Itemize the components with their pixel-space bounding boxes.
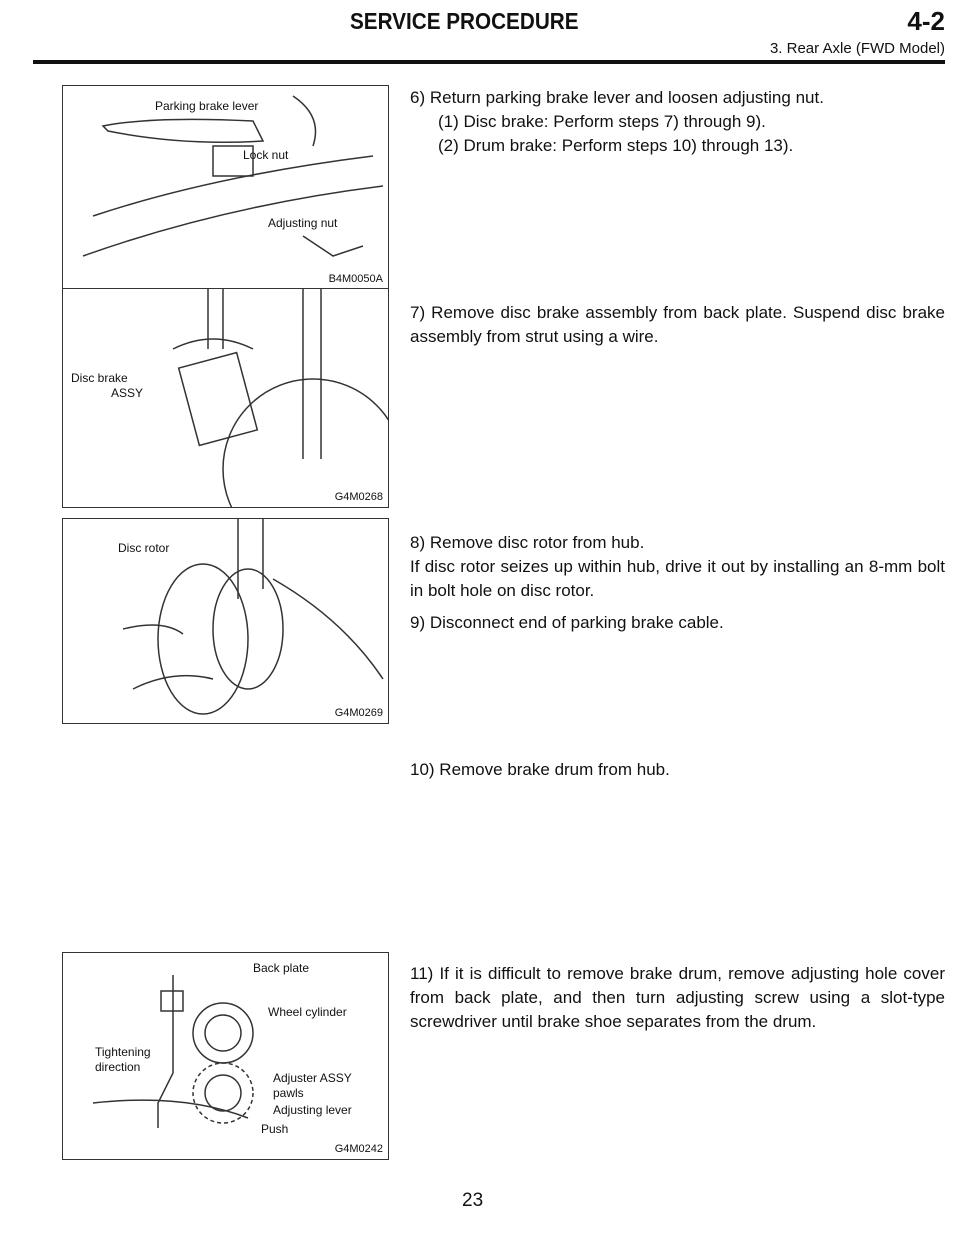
page-number: 23 (462, 1190, 484, 1211)
label-adjusting-lever: Adjusting lever (273, 1103, 352, 1117)
header-rule (33, 60, 945, 64)
step-6-2: (2) Drum brake: Perform steps 10) through 13). (438, 136, 794, 155)
step-6-text: 6) Return parking brake lever and loosen adjusting nut. (410, 88, 824, 107)
step-8-note: If disc rotor seizes up within hub, drive it out by installing an 8-mm bolt in bolt hole on disc rotor. (410, 557, 945, 600)
step-7 (410, 301, 945, 349)
figure-disc-rotor (62, 518, 389, 724)
label-adjuster-assy: Adjuster ASSY (273, 1071, 352, 1085)
step-6-1: (1) Disc brake: Perform steps 7) through 9). (438, 112, 766, 131)
step-11 (410, 962, 945, 1034)
step-11-text: 11) If it is difficult to remove brake drum, remove adjusting hole cover from back plate, and then turn adjusting screw using a slot-type screwdriver until brake shoe separates from the drum. (410, 964, 945, 1031)
label-disc-brake: Disc brake (71, 371, 128, 385)
step-8-text: 8) Remove disc rotor from hub. (410, 533, 645, 552)
label-wheel-cylinder: Wheel cylinder (268, 1005, 347, 1019)
step-6 (410, 86, 945, 158)
figure-code: G4M0268 (334, 491, 383, 503)
label-lock-nut: Lock nut (243, 148, 289, 162)
section-number: 4-2 (907, 6, 945, 36)
figure-disc-brake (62, 288, 389, 508)
figure-code: G4M0269 (334, 707, 383, 719)
label-pawls: pawls (273, 1086, 304, 1100)
step-7-text: 7) Remove disc brake assembly from back plate. Suspend disc brake assembly from strut using a wire. (410, 303, 945, 346)
step-8 (410, 531, 945, 635)
label-direction: direction (95, 1060, 141, 1074)
label-disc-rotor: Disc rotor (118, 541, 170, 555)
header-subtitle: 3. Rear Axle (FWD Model) (769, 40, 945, 57)
label-push: Push (261, 1122, 289, 1136)
disc-rotor-illustration (63, 519, 388, 723)
parking-brake-illustration (63, 86, 388, 289)
label-back-plate: Back plate (253, 961, 310, 975)
step-9-text: 9) Disconnect end of parking brake cable. (410, 613, 724, 632)
figure-code: B4M0050A (328, 273, 383, 285)
figure-parking-brake (62, 85, 389, 290)
label-tightening: Tightening (95, 1045, 151, 1059)
step-10 (410, 758, 945, 782)
figure-code: G4M0242 (334, 1143, 383, 1155)
label-assy: ASSY (111, 386, 144, 400)
figure-adjuster (62, 952, 389, 1160)
step-10-text: 10) Remove brake drum from hub. (410, 760, 670, 779)
label-parking-brake-lever: Parking brake lever (155, 99, 259, 113)
label-adjusting-nut: Adjusting nut (268, 216, 338, 230)
header-title: SERVICE PROCEDURE (350, 8, 579, 34)
